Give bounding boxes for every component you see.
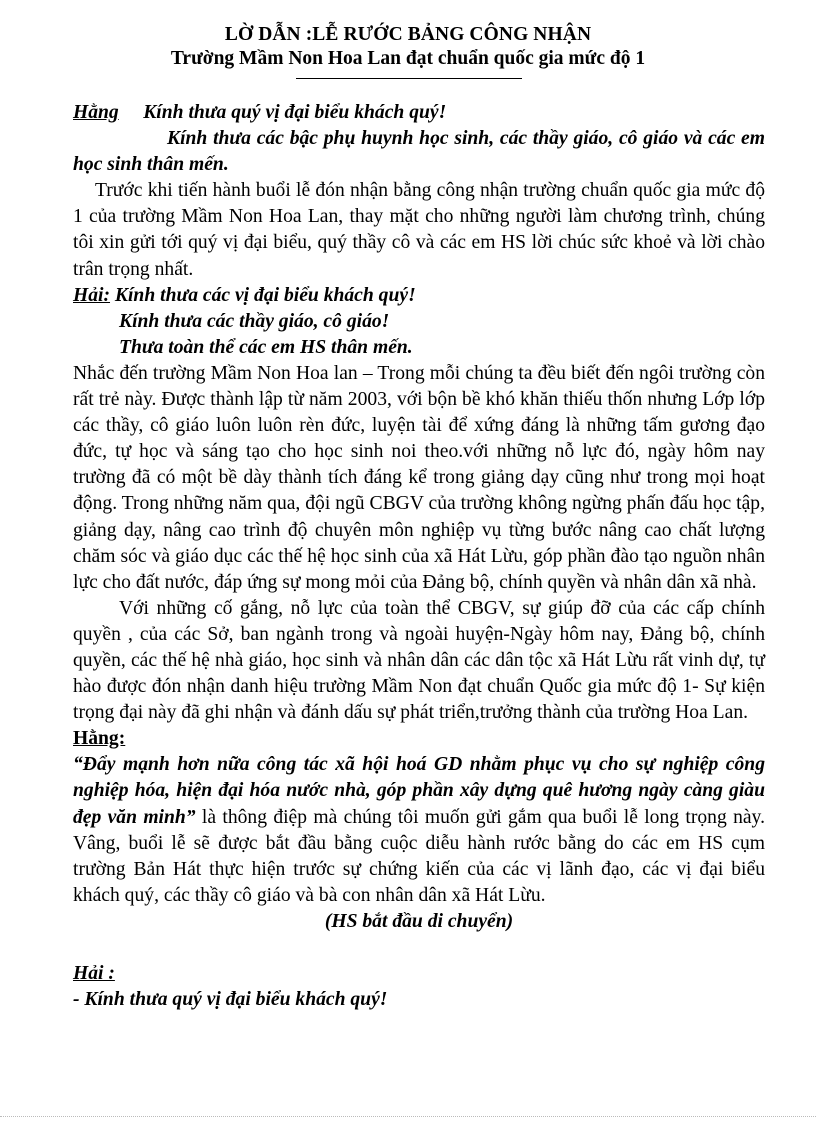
slogan-quote: “Đẩy mạnh hơn nữa công tác xã hội hoá GD nhằm phục vụ cho sự nghiệp công nghiệp hóa, hiện đại hóa nước nhà, góp phần xây dựng quê hương ngày càng giàu đẹp văn minh” — [73, 754, 765, 828]
speaker-hang: Hằng — [73, 102, 119, 123]
speaker-line-hang — [73, 726, 765, 752]
page-footer-rule — [0, 1116, 816, 1117]
stage-direction: (HS bắt đầu di chuyển) — [324, 910, 514, 932]
paragraph-history: Nhắc đến trường Mầm Non Hoa lan – Trong mỗi chúng ta đều biết đến ngôi trường còn rất trẻ này. Được thành lập từ năm 2003, với bộn bề khó khăn thiếu thốn nhưng Lớp lớp các thầy, cô giáo luôn luôn rèn đức, luyện tài để xứng đáng là những tấm gương đạo đức, tự học và sáng tạo cho học sinh noi theo.với những nỗ lực đó, ngày hôm nay trường đã có một bề dày thành tích đáng kể trong giảng dạy cũng như trong mọi hoạt động. Trong những năm qua, đội ngũ CBGV của trường không ngừng phấn đấu học tập, giảng dạy, nâng cao trình độ chuyên môn nghiệp vụ từng bước nâng cao chất lượng chăm sóc và giáo dục các thế hệ học sinh của xã Hát Lừu, góp phần đào tạo nguồn nhân lực cho đất nước, đáp ứng sự mong mỏi của Đảng bộ, chính quyền và nhân dân xã nhà. — [73, 362, 765, 593]
greeting-1: Kính thưa quý vị đại biểu khách quý! — [143, 102, 447, 123]
paragraph-intro: Trước khi tiến hành buổi lễ đón nhận bằng công nhận trường chuẩn quốc gia mức độ 1 của trường Mầm Non Hoa Lan, thay mặt cho những người làm chương trình, chúng tôi xin gửi tới quý vị đại biểu, quý thầy cô và các em HS lời chúc sức khoẻ và lời chào trân trọng nhất. — [73, 180, 765, 280]
paragraph-achievement: Với những cố gắng, nỗ lực của toàn thể CBGV, sự giúp đỡ của các cấp chính quyền , của các Sở, ban ngành trong và ngoài huyện-Ngày hôm nay, Đảng bộ, chính quyền, các thế hệ nhà giáo, học sinh và nhân dân các dân tộc xã Hát Lừu rất vinh dự, tự hào được đón nhận danh hiệu trường Mầm Non đạt chuẩn Quốc gia mức độ 1- Sự kiện trọng đại này đã ghi nhận và đánh dấu sự phát triển,trưởng thành của trường Hoa Lan. — [73, 597, 765, 724]
greeting-hai-3: Thưa toàn thể các em HS thân mến. — [119, 336, 413, 358]
document-title: LỜ DẪN :LỄ RƯỚC BẢNG CÔNG NHẬN — [224, 24, 592, 45]
greeting-2: Kính thưa các bậc phụ huynh học sinh, các thầy giáo, cô giáo và các em học sinh thân mến. — [73, 128, 765, 176]
document-body — [73, 100, 765, 1013]
speaker-hang-2: Hằng: — [73, 728, 126, 750]
greeting-hai-final: - Kính thưa quý vị đại biểu khách quý! — [73, 989, 388, 1011]
speaker-hai-2: Hải : — [73, 963, 115, 984]
greeting-hai-2: Kính thưa các thầy giáo, cô giáo! — [119, 310, 390, 332]
paragraph-message — [73, 752, 765, 909]
document-subtitle: Trường Mầm Non Hoa Lan đạt chuẩn quốc gia mức độ 1 — [170, 48, 646, 69]
title-underline — [296, 78, 522, 79]
speaker-hai: Hải: — [73, 284, 111, 306]
speaker-line-hai — [73, 961, 765, 987]
greeting-hai-1: Kính thưa các vị đại biểu khách quý! — [110, 284, 416, 306]
greeting-line-hai — [73, 283, 765, 309]
greeting-line — [73, 100, 765, 126]
message-rest: là thông điệp mà chúng tôi muốn gửi gắm qua buổi lễ long trọng này. Vâng, buổi lễ sẽ được bắt đầu bằng cuộc diễu hành rước bằng do các em HS cụm trường Bản Hát thực hiện trước sự chứng kiến của các vị lãnh đạo, các vị đại biểu khách quý, các thầy cô giáo và bà con nhân dân xã Hát Lừu. — [73, 806, 765, 906]
